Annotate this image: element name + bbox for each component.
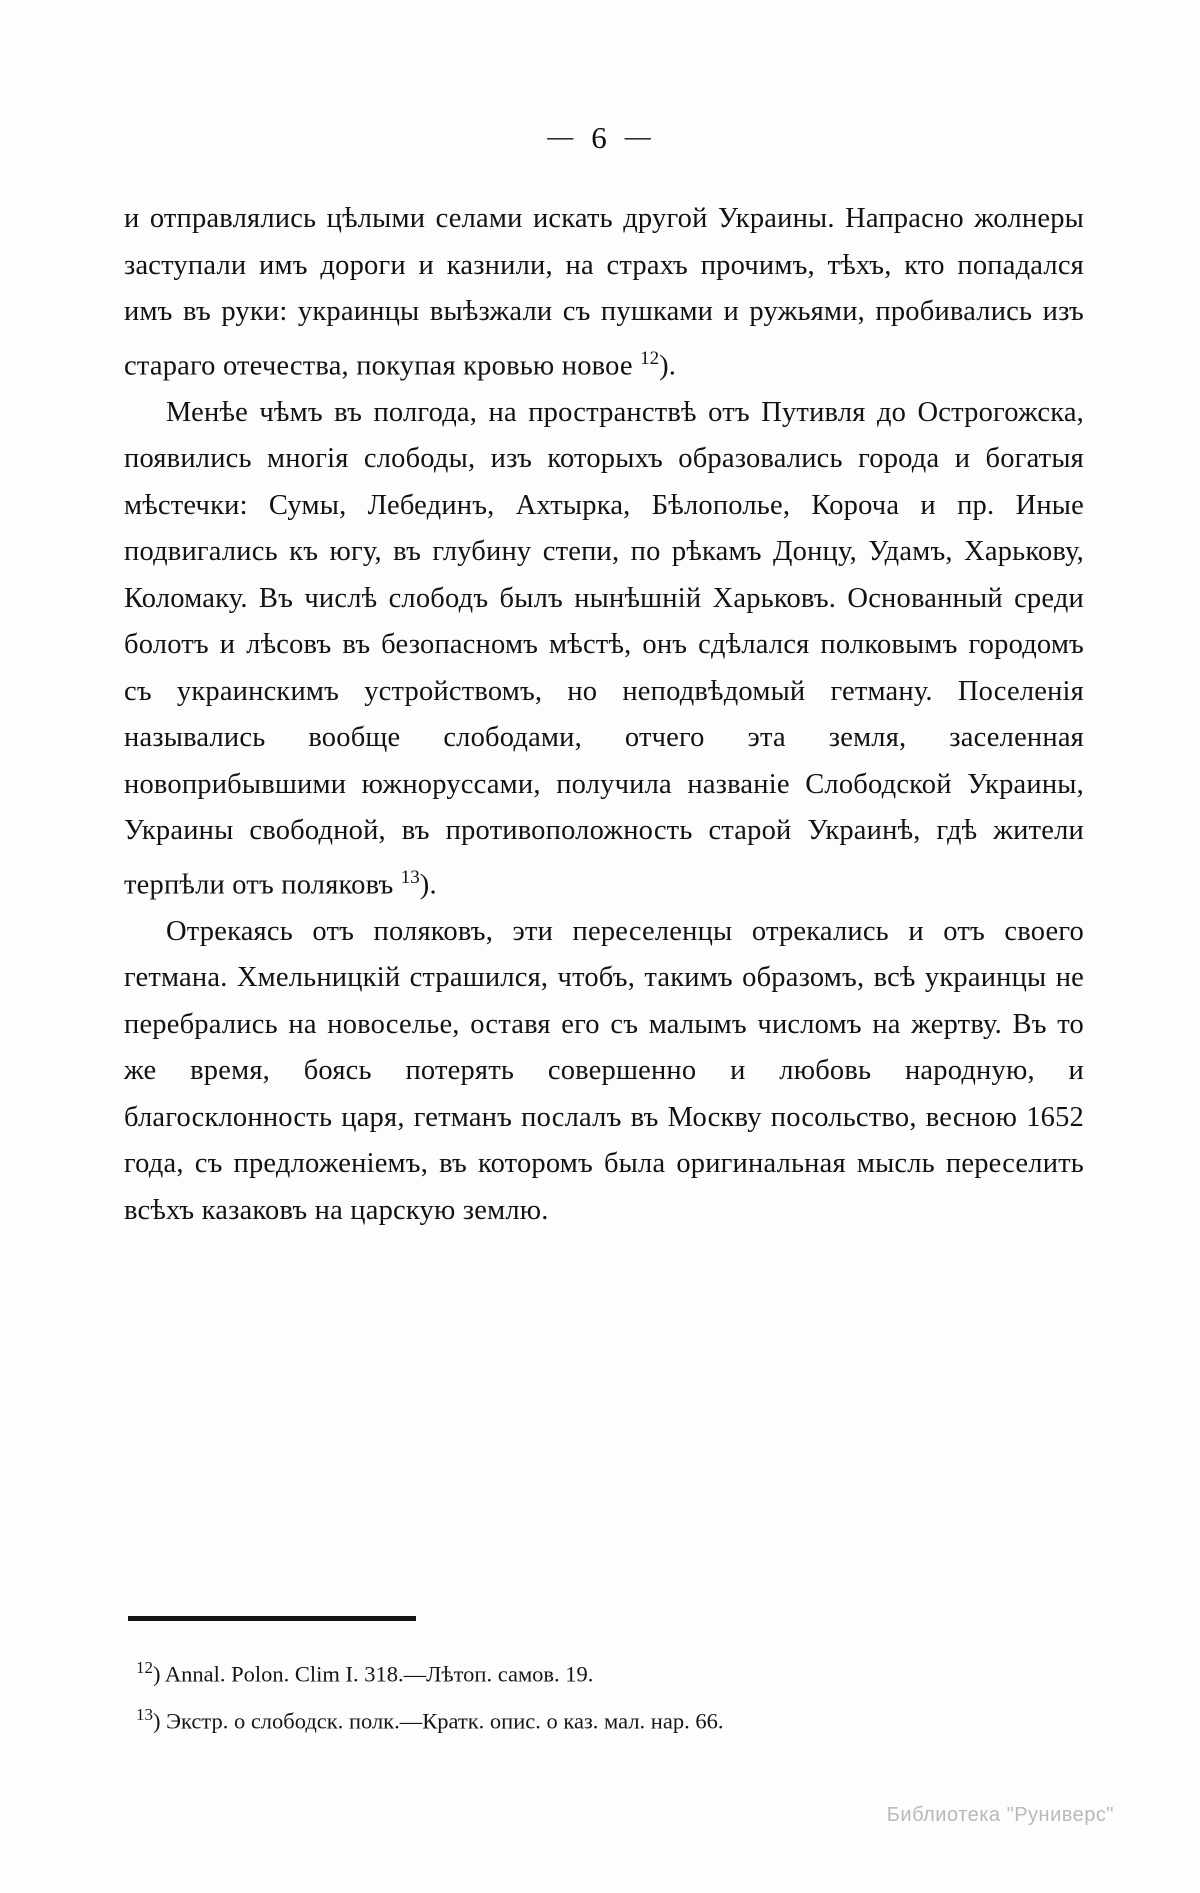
footnote-text: Annal. Polon. Clim I. 318.—Лѣтоп. самов. 19. xyxy=(164,1661,594,1687)
footnote-ref-12[interactable]: 12 xyxy=(640,347,660,369)
footnotes-section xyxy=(136,1648,1076,1741)
footnote-marker-13: 13 xyxy=(136,1704,153,1724)
body-text-column xyxy=(124,196,1084,1234)
paragraph-2 xyxy=(124,390,1084,909)
paragraph-3-text: Отрекаясь отъ поляковъ, эти переселенцы отрекались и отъ своего гетмана. Хмельницкій страшился, чтобъ, такимъ образомъ, всѣ украинцы не перебрались на новоселье, оставя его съ малымъ числомъ на жертву. Въ то же время, боясь потерять совершенно и любовь народную, и благосклонность царя, гетманъ послалъ въ Москву посольство, весною 1652 года, съ предложеніемъ, въ которомъ была оригинальная мысль переселить всѣхъ казаковъ на царскую землю. xyxy=(124,915,1084,1226)
library-watermark: Библиотека "Руниверс" xyxy=(886,1804,1114,1826)
paragraph-2-text: Менѣе чѣмъ въ полгода, на пространствѣ отъ Путивля до Острогожска, появились многія слободы, изъ которыхъ образовались города и богатыя мѣстечки: Сумы, Лебединъ, Ахтырка, Бѣлополье, Короча и пр. Иные подвигались къ югу, въ глубину степи, по рѣкамъ Донцу, Удамъ, Харькову, Коломаку. Въ числѣ слободъ былъ нынѣшній Харьковъ. Основанный среди болотъ и лѣсовъ въ безопасномъ мѣстѣ, онъ сдѣлался полковымъ городомъ съ украинскимъ устройствомъ, но неподвѣдомый гетману. Поселенія назывались вообще слободами, отчего эта земля, заселенная новоприбывшими южноруссами, получила названіе Слободской Украины, Украины свободной, въ противоположность старой Украинѣ, гдѣ жители терпѣли отъ поляковъ xyxy=(124,396,1084,900)
paragraph-1-text: и отправлялись цѣлыми селами искать другой Украины. Напрасно жолнеры заступали имъ дороги и казнили, на страхъ прочимъ, тѣхъ, кто попадался имъ въ руки: украинцы выѣзжали съ пушками и ружьями, пробивались изъ стараго отечества, покупая кровью новое xyxy=(124,203,1084,381)
paragraph-1-tail: ). xyxy=(659,350,677,381)
footnote-marker-paren: ) xyxy=(153,1661,161,1687)
footnote-marker-paren: ) xyxy=(153,1708,161,1733)
footnote-marker-12: 12 xyxy=(136,1658,153,1677)
paragraph-3 xyxy=(124,909,1084,1235)
footnote-ref-13[interactable]: 13 xyxy=(400,866,420,888)
dash-right-glyph: — xyxy=(624,122,653,151)
footnote-separator-rule xyxy=(128,1616,416,1621)
page-number-value: 6 xyxy=(591,120,609,155)
footnote-text: Экстр. о слободск. полк.—Кратк. опис. о каз. мал. нар. 66. xyxy=(166,1708,724,1733)
footnote-item xyxy=(136,1648,1076,1695)
page-number xyxy=(0,120,1200,156)
paragraph-2-tail: ). xyxy=(419,869,437,900)
footnote-item xyxy=(136,1695,1076,1742)
dash-left-glyph: — xyxy=(547,122,576,151)
paragraph-1 xyxy=(124,196,1084,390)
